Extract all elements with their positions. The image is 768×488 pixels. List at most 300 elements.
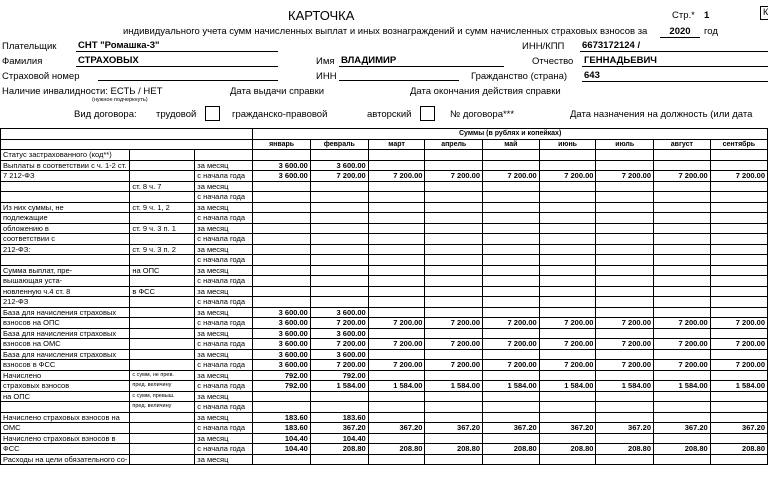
value-cell: 792.00 bbox=[253, 381, 311, 392]
value-cell bbox=[310, 244, 368, 255]
row-label bbox=[1, 255, 130, 266]
value-cell bbox=[596, 160, 654, 171]
value-cell bbox=[253, 234, 311, 245]
value-cell: 7 200.00 bbox=[596, 171, 654, 182]
value-cell bbox=[539, 265, 596, 276]
row-sublabel: пред. величину bbox=[130, 381, 195, 392]
table-row bbox=[1, 171, 768, 182]
value-cell: 7 200.00 bbox=[425, 318, 483, 329]
value-cell: 7 200.00 bbox=[596, 339, 654, 350]
inn-field bbox=[339, 70, 459, 81]
value-cell: 183.60 bbox=[253, 423, 311, 434]
table-row bbox=[1, 160, 768, 171]
value-cell bbox=[425, 150, 483, 161]
value-cell bbox=[425, 276, 483, 287]
cert-end-label: Дата окончания действия справки bbox=[410, 86, 561, 97]
appointment-label: Дата назначения на должность (или дата bbox=[570, 109, 753, 120]
value-cell bbox=[310, 286, 368, 297]
value-cell: 3 600.00 bbox=[310, 349, 368, 360]
value-cell: 3 600.00 bbox=[253, 171, 311, 182]
table-row bbox=[1, 433, 768, 444]
value-cell bbox=[425, 412, 483, 423]
row-period: с начала года bbox=[195, 255, 253, 266]
value-cell bbox=[710, 160, 767, 171]
value-cell bbox=[253, 244, 311, 255]
value-cell: 367.20 bbox=[654, 423, 711, 434]
value-cell bbox=[654, 286, 711, 297]
corner-box: К bbox=[760, 6, 768, 20]
value-cell bbox=[654, 454, 711, 465]
row-label: Расходы на цели обязательного со- bbox=[1, 454, 130, 465]
value-cell bbox=[654, 307, 711, 318]
month-header: июнь bbox=[539, 139, 596, 150]
row-period: с начала года bbox=[195, 402, 253, 413]
value-cell bbox=[596, 265, 654, 276]
value-cell bbox=[710, 181, 767, 192]
row-label: взносов на ОМС bbox=[1, 339, 130, 350]
value-cell bbox=[310, 192, 368, 203]
value-cell bbox=[654, 244, 711, 255]
value-cell: 367.20 bbox=[483, 423, 540, 434]
row-label: 7 212-ФЗ bbox=[1, 171, 130, 182]
insurance-label: Страховой номер bbox=[2, 71, 80, 82]
row-sublabel bbox=[130, 276, 195, 287]
value-cell bbox=[253, 454, 311, 465]
value-cell bbox=[310, 265, 368, 276]
value-cell bbox=[654, 150, 711, 161]
row-sublabel bbox=[130, 192, 195, 203]
value-cell bbox=[596, 276, 654, 287]
value-cell: 1 584.00 bbox=[310, 381, 368, 392]
value-cell bbox=[654, 192, 711, 203]
value-cell bbox=[368, 286, 425, 297]
table-row bbox=[1, 370, 768, 381]
value-cell bbox=[368, 265, 425, 276]
row-sublabel bbox=[130, 213, 195, 224]
value-cell bbox=[368, 192, 425, 203]
value-cell: 208.80 bbox=[368, 444, 425, 455]
value-cell bbox=[654, 255, 711, 266]
header-blank-cell bbox=[1, 129, 253, 140]
value-cell bbox=[483, 181, 540, 192]
value-cell: 1 584.00 bbox=[425, 381, 483, 392]
value-cell bbox=[425, 433, 483, 444]
value-cell bbox=[253, 255, 311, 266]
value-cell: 3 600.00 bbox=[310, 328, 368, 339]
value-cell bbox=[368, 433, 425, 444]
row-label: взносов на ОПС bbox=[1, 318, 130, 329]
value-cell bbox=[596, 307, 654, 318]
value-cell: 7 200.00 bbox=[368, 360, 425, 371]
value-cell bbox=[310, 276, 368, 287]
row-period: за месяц bbox=[195, 412, 253, 423]
value-cell bbox=[710, 433, 767, 444]
row-period: с начала года bbox=[195, 192, 253, 203]
row-sublabel bbox=[130, 150, 195, 161]
row-sublabel: ст. 9 ч. 3 п. 2 bbox=[130, 244, 195, 255]
value-cell bbox=[654, 433, 711, 444]
name-value: ВЛАДИМИР bbox=[339, 55, 504, 67]
author-checkbox[interactable] bbox=[420, 106, 435, 121]
row-sublabel bbox=[130, 234, 195, 245]
value-cell bbox=[253, 213, 311, 224]
row-period: за месяц bbox=[195, 328, 253, 339]
page-number: 1 bbox=[704, 10, 710, 21]
value-cell bbox=[310, 213, 368, 224]
value-cell bbox=[483, 255, 540, 266]
surname-label: Фамилия bbox=[2, 56, 43, 67]
value-cell bbox=[596, 202, 654, 213]
value-cell bbox=[310, 181, 368, 192]
row-label: Начислено страховых взносов в bbox=[1, 433, 130, 444]
value-cell bbox=[539, 286, 596, 297]
row-sublabel bbox=[130, 328, 195, 339]
value-cell: 208.80 bbox=[539, 444, 596, 455]
value-cell bbox=[310, 454, 368, 465]
value-cell: 7 200.00 bbox=[539, 171, 596, 182]
row-sublabel bbox=[130, 307, 195, 318]
row-label: Из них суммы, не bbox=[1, 202, 130, 213]
table-row bbox=[1, 192, 768, 203]
inn-kpp-value: 6673172124 / bbox=[580, 40, 768, 52]
value-cell bbox=[483, 192, 540, 203]
value-cell bbox=[483, 244, 540, 255]
value-cell: 792.00 bbox=[253, 370, 311, 381]
value-cell bbox=[368, 255, 425, 266]
value-cell: 1 584.00 bbox=[654, 381, 711, 392]
value-cell: 7 200.00 bbox=[425, 360, 483, 371]
value-cell bbox=[710, 402, 767, 413]
table-row bbox=[1, 255, 768, 266]
value-cell bbox=[596, 328, 654, 339]
value-cell bbox=[654, 213, 711, 224]
value-cell bbox=[310, 223, 368, 234]
value-cell bbox=[596, 391, 654, 402]
table-row bbox=[1, 234, 768, 245]
value-cell: 7 200.00 bbox=[710, 360, 767, 371]
page-label: Стр.* bbox=[672, 10, 695, 21]
value-cell bbox=[654, 328, 711, 339]
row-label: База для начисления страховых bbox=[1, 307, 130, 318]
value-cell bbox=[368, 454, 425, 465]
value-cell: 367.20 bbox=[368, 423, 425, 434]
row-label bbox=[1, 192, 130, 203]
row-sublabel bbox=[130, 454, 195, 465]
row-period: с начала года bbox=[195, 318, 253, 329]
value-cell bbox=[483, 276, 540, 287]
value-cell: 3 600.00 bbox=[310, 307, 368, 318]
value-cell bbox=[253, 192, 311, 203]
value-cell bbox=[253, 202, 311, 213]
value-cell bbox=[483, 307, 540, 318]
value-cell bbox=[539, 213, 596, 224]
accruals-table bbox=[0, 128, 768, 465]
value-cell: 367.20 bbox=[539, 423, 596, 434]
value-cell bbox=[425, 234, 483, 245]
value-cell: 7 200.00 bbox=[539, 339, 596, 350]
value-cell: 3 600.00 bbox=[253, 360, 311, 371]
value-cell bbox=[596, 454, 654, 465]
row-label: вышающая уста- bbox=[1, 276, 130, 287]
value-cell: 208.80 bbox=[310, 444, 368, 455]
row-period: с начала года bbox=[195, 360, 253, 371]
table-row bbox=[1, 349, 768, 360]
value-cell bbox=[654, 234, 711, 245]
author-label: авторский bbox=[367, 109, 412, 120]
value-cell bbox=[368, 297, 425, 308]
value-cell: 7 200.00 bbox=[596, 360, 654, 371]
value-cell: 7 200.00 bbox=[310, 318, 368, 329]
citizenship-label: Гражданство (страна) bbox=[471, 71, 568, 82]
value-cell bbox=[425, 391, 483, 402]
value-cell bbox=[483, 412, 540, 423]
value-cell bbox=[539, 433, 596, 444]
table-header-row bbox=[1, 129, 768, 140]
value-cell bbox=[483, 297, 540, 308]
value-cell bbox=[710, 150, 767, 161]
table-row bbox=[1, 339, 768, 350]
row-sublabel bbox=[130, 433, 195, 444]
value-cell bbox=[710, 286, 767, 297]
value-cell bbox=[710, 349, 767, 360]
value-cell bbox=[596, 244, 654, 255]
row-label: Статус застрахованного (код**) bbox=[1, 150, 130, 161]
value-cell: 367.20 bbox=[310, 423, 368, 434]
value-cell bbox=[253, 265, 311, 276]
row-label: страховых взносов bbox=[1, 381, 130, 392]
surname-value: СТРАХОВЫХ bbox=[76, 55, 278, 67]
value-cell: 104.40 bbox=[310, 433, 368, 444]
row-period: за месяц bbox=[195, 286, 253, 297]
value-cell: 367.20 bbox=[710, 423, 767, 434]
row-label: Сумма выплат, пре- bbox=[1, 265, 130, 276]
value-cell bbox=[596, 234, 654, 245]
table-row bbox=[1, 423, 768, 434]
value-cell bbox=[539, 160, 596, 171]
value-cell bbox=[654, 265, 711, 276]
value-cell bbox=[483, 202, 540, 213]
cert-date-label: Дата выдачи справки bbox=[230, 86, 325, 97]
value-cell bbox=[539, 402, 596, 413]
value-cell bbox=[253, 223, 311, 234]
value-cell bbox=[710, 391, 767, 402]
month-header: апрель bbox=[425, 139, 483, 150]
value-cell bbox=[368, 307, 425, 318]
row-label: База для начисления страховых bbox=[1, 349, 130, 360]
value-cell bbox=[596, 213, 654, 224]
row-sublabel: пред. величину bbox=[130, 402, 195, 413]
value-cell: 7 200.00 bbox=[539, 360, 596, 371]
patronymic-value: ГЕННАДЬЕВИЧ bbox=[582, 55, 768, 67]
value-cell bbox=[483, 150, 540, 161]
row-label: База для начисления страховых bbox=[1, 328, 130, 339]
value-cell bbox=[368, 150, 425, 161]
row-sublabel bbox=[130, 318, 195, 329]
row-label: Начислено страховых взносов на bbox=[1, 412, 130, 423]
value-cell: 7 200.00 bbox=[483, 339, 540, 350]
value-cell bbox=[483, 349, 540, 360]
value-cell bbox=[425, 297, 483, 308]
value-cell bbox=[539, 328, 596, 339]
value-cell: 183.60 bbox=[310, 412, 368, 423]
value-cell: 7 200.00 bbox=[310, 171, 368, 182]
table-row bbox=[1, 402, 768, 413]
row-sublabel: с сумм, не прев. bbox=[130, 370, 195, 381]
row-sublabel: ст. 9 ч. 3 п. 1 bbox=[130, 223, 195, 234]
value-cell bbox=[596, 223, 654, 234]
value-cell: 104.40 bbox=[253, 444, 311, 455]
table-row bbox=[1, 202, 768, 213]
value-cell: 7 200.00 bbox=[483, 318, 540, 329]
value-cell: 7 200.00 bbox=[710, 171, 767, 182]
row-period: с начала года bbox=[195, 213, 253, 224]
value-cell bbox=[539, 454, 596, 465]
value-cell: 7 200.00 bbox=[654, 360, 711, 371]
value-cell: 208.80 bbox=[596, 444, 654, 455]
value-cell bbox=[539, 181, 596, 192]
value-cell: 1 584.00 bbox=[368, 381, 425, 392]
value-cell bbox=[483, 160, 540, 171]
table-row bbox=[1, 244, 768, 255]
value-cell bbox=[483, 454, 540, 465]
value-cell: 7 200.00 bbox=[539, 318, 596, 329]
value-cell: 7 200.00 bbox=[483, 171, 540, 182]
value-cell bbox=[539, 276, 596, 287]
table-row bbox=[1, 213, 768, 224]
civil-label: гражданско-правовой bbox=[232, 109, 328, 120]
labor-checkbox[interactable] bbox=[205, 106, 220, 121]
value-cell bbox=[368, 234, 425, 245]
value-cell: 3 600.00 bbox=[253, 339, 311, 350]
row-label bbox=[1, 402, 130, 413]
table-row bbox=[1, 276, 768, 287]
value-cell: 7 200.00 bbox=[425, 171, 483, 182]
value-cell bbox=[539, 150, 596, 161]
row-period: за месяц bbox=[195, 223, 253, 234]
value-cell: 7 200.00 bbox=[654, 318, 711, 329]
row-sublabel: на ОПС bbox=[130, 265, 195, 276]
value-cell bbox=[368, 391, 425, 402]
value-cell: 7 200.00 bbox=[368, 171, 425, 182]
contract-type-label: Вид договора: bbox=[74, 109, 137, 120]
row-sublabel bbox=[130, 444, 195, 455]
value-cell: 3 600.00 bbox=[253, 328, 311, 339]
value-cell bbox=[425, 370, 483, 381]
value-cell bbox=[539, 297, 596, 308]
value-cell bbox=[368, 181, 425, 192]
value-cell bbox=[425, 202, 483, 213]
citizenship-value: 643 bbox=[582, 70, 768, 82]
row-period: с начала года bbox=[195, 234, 253, 245]
value-cell: 208.80 bbox=[654, 444, 711, 455]
row-period: за месяц bbox=[195, 265, 253, 276]
table-row bbox=[1, 286, 768, 297]
row-period bbox=[195, 150, 253, 161]
value-cell bbox=[710, 412, 767, 423]
row-sublabel bbox=[130, 255, 195, 266]
row-period: за месяц bbox=[195, 349, 253, 360]
row-period: за месяц bbox=[195, 307, 253, 318]
value-cell bbox=[710, 213, 767, 224]
value-cell bbox=[483, 286, 540, 297]
value-cell bbox=[596, 412, 654, 423]
value-cell bbox=[310, 150, 368, 161]
table-row bbox=[1, 444, 768, 455]
value-cell bbox=[539, 192, 596, 203]
sums-header: Суммы (в рублях и копейках) bbox=[253, 129, 768, 140]
value-cell bbox=[483, 234, 540, 245]
table-row bbox=[1, 181, 768, 192]
value-cell bbox=[710, 307, 767, 318]
value-cell bbox=[596, 402, 654, 413]
value-cell bbox=[368, 213, 425, 224]
row-sublabel bbox=[130, 339, 195, 350]
value-cell bbox=[539, 202, 596, 213]
value-cell bbox=[368, 223, 425, 234]
table-row bbox=[1, 454, 768, 465]
value-cell bbox=[710, 192, 767, 203]
value-cell bbox=[425, 402, 483, 413]
row-label: ФСС bbox=[1, 444, 130, 455]
value-cell: 208.80 bbox=[425, 444, 483, 455]
patronymic-label: Отчество bbox=[532, 56, 574, 67]
value-cell bbox=[654, 370, 711, 381]
value-cell bbox=[654, 297, 711, 308]
row-sublabel bbox=[130, 171, 195, 182]
row-sublabel: с сумм, превыш. bbox=[130, 391, 195, 402]
value-cell: 104.40 bbox=[253, 433, 311, 444]
value-cell: 7 200.00 bbox=[596, 318, 654, 329]
row-period: за месяц bbox=[195, 391, 253, 402]
row-sublabel: ст. 8 ч. 7 bbox=[130, 181, 195, 192]
row-label: на ОПС bbox=[1, 391, 130, 402]
value-cell bbox=[483, 328, 540, 339]
value-cell bbox=[539, 223, 596, 234]
value-cell bbox=[596, 255, 654, 266]
value-cell bbox=[710, 265, 767, 276]
value-cell: 1 584.00 bbox=[483, 381, 540, 392]
inn-label: ИНН bbox=[316, 71, 337, 82]
disability-note: (нужное подчеркнуть) bbox=[92, 97, 148, 103]
row-label: 212-ФЗ: bbox=[1, 244, 130, 255]
value-cell bbox=[710, 454, 767, 465]
row-label: ОМС bbox=[1, 423, 130, 434]
value-cell: 7 200.00 bbox=[368, 318, 425, 329]
value-cell: 7 200.00 bbox=[710, 318, 767, 329]
name-label: Имя bbox=[316, 56, 335, 67]
value-cell bbox=[654, 412, 711, 423]
row-sublabel bbox=[130, 360, 195, 371]
value-cell bbox=[710, 297, 767, 308]
value-cell bbox=[539, 255, 596, 266]
value-cell bbox=[425, 307, 483, 318]
value-cell bbox=[425, 223, 483, 234]
value-cell bbox=[483, 370, 540, 381]
insurance-field bbox=[98, 70, 278, 81]
value-cell bbox=[654, 402, 711, 413]
value-cell bbox=[253, 150, 311, 161]
value-cell bbox=[425, 244, 483, 255]
value-cell: 3 600.00 bbox=[253, 318, 311, 329]
months-header-row bbox=[1, 139, 768, 150]
row-period: с начала года bbox=[195, 297, 253, 308]
value-cell: 3 600.00 bbox=[253, 160, 311, 171]
value-cell bbox=[368, 328, 425, 339]
row-period: с начала года bbox=[195, 381, 253, 392]
row-label: новленную ч.4 ст. 8 bbox=[1, 286, 130, 297]
row-sublabel bbox=[130, 423, 195, 434]
table-row bbox=[1, 412, 768, 423]
